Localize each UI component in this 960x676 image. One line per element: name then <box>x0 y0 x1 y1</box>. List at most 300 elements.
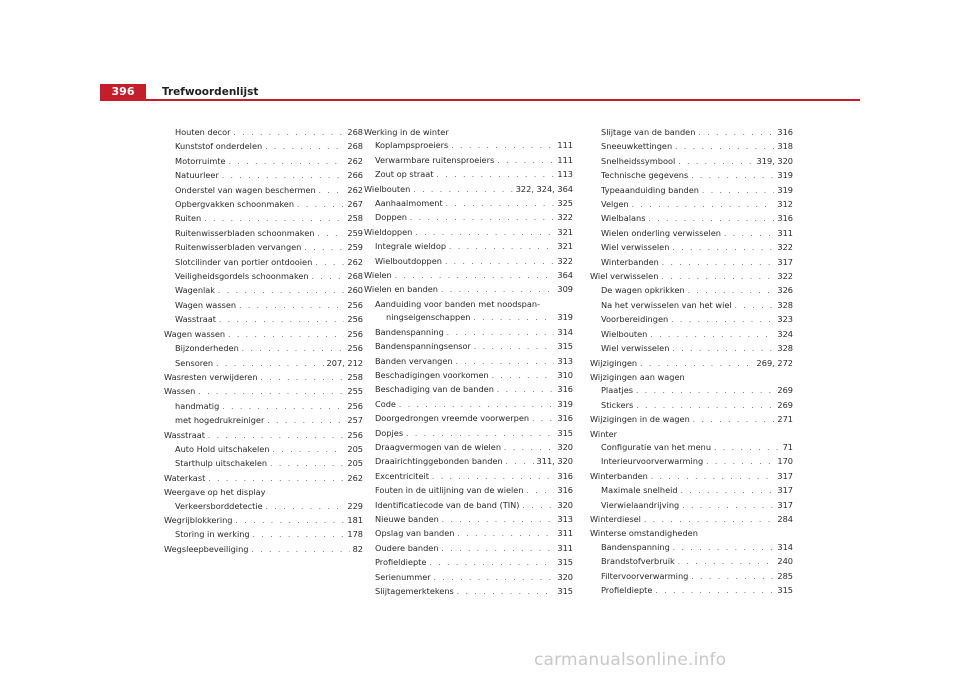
index-entry-page: 321 <box>557 226 573 237</box>
index-entry <box>590 371 793 384</box>
index-entry-page: 113 <box>557 169 573 180</box>
leader-dots <box>273 444 345 457</box>
index-entry-page: 256 <box>347 343 363 354</box>
index-entry <box>590 212 793 226</box>
leader-dots <box>406 428 554 441</box>
index-entry-label: Wagen wassen <box>164 328 226 339</box>
index-entry-label: Identificatiecode van de band (TIN) <box>375 499 520 510</box>
index-entry-label: Typeaanduiding banden <box>601 184 699 195</box>
leader-dots <box>208 430 344 443</box>
index-entry-page: 317 <box>777 470 793 481</box>
index-entry-label: Profieldiepte <box>375 557 427 568</box>
index-entry <box>590 284 793 298</box>
leader-dots <box>504 442 554 455</box>
index-entry <box>164 357 363 371</box>
index-entry <box>164 457 363 471</box>
index-entry <box>364 470 573 484</box>
leader-dots <box>219 314 344 327</box>
index-entry-page: 181 <box>347 514 363 525</box>
index-entry-label: Velgen <box>601 199 629 210</box>
index-entry-page: 324 <box>777 328 793 339</box>
index-entry <box>364 571 573 585</box>
index-entry-label: Starthulp uitschakelen <box>175 458 268 469</box>
index-entry-label: Stickers <box>601 399 634 410</box>
index-entry-label: Wassen <box>164 386 196 397</box>
index-entry-page: 256 <box>347 429 363 440</box>
index-entry-label: Wielbalans <box>601 213 646 224</box>
leader-dots <box>239 300 344 313</box>
index-entry-page: 262 <box>347 256 363 267</box>
leader-dots <box>698 127 774 140</box>
index-entry <box>590 441 793 455</box>
index-entry-page: 316 <box>777 127 793 137</box>
index-entry-page: 258 <box>347 371 363 382</box>
index-entry-page: 364 <box>557 270 573 281</box>
index-entry-page: 315 <box>557 427 573 438</box>
index-entry-page: 256 <box>347 299 363 310</box>
index-entry <box>364 311 573 325</box>
leader-dots <box>218 285 344 298</box>
index-entry <box>164 514 363 528</box>
index-entry-page: 256 <box>347 400 363 411</box>
index-entry-page: 314 <box>557 326 573 337</box>
leader-dots <box>317 228 344 241</box>
index-entry-label: Snelheidssymbool <box>601 155 676 166</box>
index-entry-label: Bandenspanning <box>375 326 444 337</box>
index-entry-label: Filtervoorverwarming <box>601 570 689 581</box>
leader-dots <box>442 514 555 527</box>
index-entry <box>164 342 363 356</box>
index-entry-label: Weergave op het display <box>164 487 266 498</box>
index-entry <box>164 256 363 270</box>
index-entry-label: Winter <box>590 428 617 439</box>
index-entry <box>364 513 573 527</box>
index-entry <box>364 269 573 283</box>
index-entry-page: 319 <box>557 398 573 409</box>
index-entry <box>590 126 793 140</box>
index-entry-page: 229 <box>347 500 363 511</box>
index-entry <box>364 556 573 570</box>
index-entry <box>164 126 363 140</box>
index-entry-label: Winterdiesel <box>590 513 641 524</box>
index-entry-label: Banden vervangen <box>375 355 453 366</box>
leader-dots <box>297 199 344 212</box>
index-entry-label: Wasstraat <box>164 429 205 440</box>
leader-dots <box>445 256 554 269</box>
index-entry <box>364 168 573 182</box>
index-entry <box>364 355 573 369</box>
index-entry-label: Profieldiepte <box>601 585 653 595</box>
leader-dots <box>523 500 555 513</box>
index-entry-page: 322 <box>777 242 793 253</box>
leader-dots <box>724 228 774 241</box>
leader-dots <box>270 458 344 471</box>
index-entry-page: 310 <box>557 369 573 380</box>
index-entry-page: 315 <box>557 557 573 568</box>
leader-dots <box>429 557 554 570</box>
leader-dots <box>432 471 554 484</box>
index-entry-page: 322 <box>557 255 573 266</box>
leader-dots <box>506 456 534 469</box>
leader-dots <box>451 140 554 153</box>
index-entry-page: 259 <box>347 242 363 253</box>
leader-dots <box>312 271 345 284</box>
index-entry <box>364 126 573 139</box>
index-entry <box>364 326 573 340</box>
index-entry-label: Motorruimte <box>175 155 226 166</box>
index-entry-label: Aanduiding voor banden met noodspan- <box>375 298 541 309</box>
index-entry-label: Opbergvakken schoonmaken <box>175 199 295 210</box>
index-entry-page: 316 <box>777 213 793 224</box>
index-entry-page: 269 <box>777 399 793 410</box>
leader-dots <box>655 585 774 598</box>
index-entry <box>590 541 793 555</box>
leader-dots <box>242 343 345 356</box>
index-entry-label: Auto Hold uitschakelen <box>175 443 270 454</box>
index-entry <box>364 226 573 240</box>
index-entry <box>590 313 793 327</box>
index-entry-label: Draairichtinggebonden banden <box>375 456 503 467</box>
index-entry <box>590 527 793 540</box>
leader-dots <box>447 327 555 340</box>
index-entry <box>364 383 573 397</box>
index-entry-page: 240 <box>777 556 793 567</box>
leader-dots <box>415 227 554 240</box>
index-entry-label: Bijzonderheden <box>175 343 239 354</box>
index-entry <box>164 500 363 514</box>
index-entry-page: 313 <box>557 355 573 366</box>
index-entry-label: Wijzigingen <box>590 357 638 368</box>
index-entry-label: Sneeuwkettingen <box>601 141 673 152</box>
leader-dots <box>222 401 344 414</box>
leader-dots <box>691 170 774 183</box>
index-entry <box>590 413 793 427</box>
index-entry <box>590 499 793 513</box>
index-entry-label: Wagen wassen <box>175 299 237 310</box>
index-entry-page: 269 <box>777 385 793 396</box>
index-entry <box>590 455 793 469</box>
index-entry-label: Fouten in de uitlijning van de wielen <box>375 485 524 496</box>
index-column-2 <box>364 126 573 599</box>
leader-dots <box>413 184 512 197</box>
index-entry-label: Sensoren <box>175 357 214 368</box>
index-entry-page: 319, 320 <box>756 155 793 166</box>
index-entry-label: Ruitenwisserbladen schoonmaken <box>175 227 315 238</box>
leader-dots <box>265 141 344 154</box>
leader-dots <box>446 198 555 211</box>
leader-dots <box>650 329 774 342</box>
index-entry <box>364 240 573 254</box>
index-entry <box>590 357 793 371</box>
index-entry <box>164 528 363 542</box>
index-entry-page: 311 <box>557 528 573 539</box>
index-entry-page: 321 <box>557 241 573 252</box>
page-title: Trefwoordenlijst <box>162 86 259 98</box>
index-entry-page: 325 <box>557 198 573 209</box>
index-entry <box>164 543 363 557</box>
index-entry-label: Onderstel van wagen beschermen <box>175 184 316 195</box>
index-entry-label: Nieuwe banden <box>375 513 439 524</box>
index-entry <box>364 183 573 197</box>
index-column-1 <box>164 126 363 557</box>
index-entry <box>164 184 363 198</box>
index-entry-page: 319 <box>777 184 793 195</box>
index-entry <box>364 455 573 469</box>
index-entry <box>364 585 573 599</box>
leader-dots <box>234 127 345 140</box>
leader-dots <box>456 356 555 369</box>
index-entry-page: 111 <box>557 140 573 151</box>
index-entry <box>590 513 793 527</box>
leader-dots <box>474 341 554 354</box>
index-entry-label: Houten decor <box>175 127 231 137</box>
index-entry-page: 268 <box>347 141 363 152</box>
index-entry-label: Beschadigingen voorkomen <box>375 369 489 380</box>
leader-dots <box>266 501 345 514</box>
index-entry <box>164 241 363 255</box>
leader-dots <box>702 185 774 198</box>
index-entry-label: Wielboutdoppen <box>375 255 442 266</box>
index-entry-page: 267 <box>347 199 363 210</box>
index-entry-label: Wieldoppen <box>364 226 413 237</box>
index-entry <box>164 313 363 327</box>
index-entry <box>364 340 573 354</box>
index-entry <box>364 154 573 168</box>
leader-dots <box>236 515 345 528</box>
index-entry <box>164 169 363 183</box>
index-entry-label: Bandenspanningsensor <box>375 341 471 352</box>
index-entry-label: Aanhaalmoment <box>375 198 443 209</box>
index-entry-page: 322, 324, 364 <box>515 183 573 194</box>
index-entry <box>590 256 793 270</box>
index-entry-label: Wegrijblokkering <box>164 514 233 525</box>
index-entry <box>590 241 793 255</box>
index-entry-label: Brandstofverbruik <box>601 556 675 567</box>
index-entry-page: 317 <box>777 256 793 267</box>
leader-dots <box>304 242 344 255</box>
index-entry-label: Werking in de winter <box>364 127 449 137</box>
leader-dots <box>672 343 774 356</box>
index-entry-label: Wijzigingen aan wagen <box>590 371 685 382</box>
leader-dots <box>442 543 555 556</box>
index-entry-label: Excentriciteit <box>375 470 429 481</box>
leader-dots <box>497 384 554 397</box>
index-entry <box>590 384 793 398</box>
index-entry-label: Storing in werking <box>175 529 250 540</box>
index-entry-page: 262 <box>347 184 363 195</box>
index-entry <box>590 155 793 169</box>
index-entry-label: Wegsleepbeveiliging <box>164 543 249 554</box>
leader-dots <box>395 270 555 283</box>
leader-dots <box>706 456 774 469</box>
index-entry-label: Waterkast <box>164 472 206 483</box>
leader-dots <box>640 358 753 371</box>
leader-dots <box>229 156 345 169</box>
index-entry-page: 311 <box>777 227 793 238</box>
leader-dots <box>497 155 554 168</box>
index-entry-label: Interieurvoorverwarming <box>601 456 704 467</box>
leader-dots <box>253 529 345 542</box>
leader-dots <box>457 528 554 541</box>
leader-dots <box>662 257 775 270</box>
index-entry-page: 316 <box>557 470 573 481</box>
index-entry-label: Wagenlak <box>175 285 216 296</box>
leader-dots <box>648 213 774 226</box>
index-entry-label: Wielen <box>364 270 392 281</box>
index-entry <box>364 527 573 541</box>
index-entry <box>590 584 793 598</box>
index-entry-page: 285 <box>777 570 793 581</box>
index-entry <box>164 429 363 443</box>
leader-dots <box>457 586 555 599</box>
index-entry-page: 205 <box>347 443 363 454</box>
index-entry-page: 313 <box>557 513 573 524</box>
index-entry-label: Code <box>375 398 396 409</box>
index-entry-label: Voorbereidingen <box>601 314 669 325</box>
index-entry-page: 328 <box>777 343 793 354</box>
index-entry <box>590 169 793 183</box>
index-entry <box>164 400 363 414</box>
index-entry-page: 207, 212 <box>326 357 363 368</box>
index-entry-label: Maximale snelheid <box>601 485 678 496</box>
index-entry <box>590 184 793 198</box>
index-entry-page: 266 <box>347 170 363 181</box>
index-entry <box>164 140 363 154</box>
index-entry <box>164 212 363 226</box>
index-entry-page: 311 <box>557 542 573 553</box>
index-entry-label: Wijzigingen in de wagen <box>590 414 690 425</box>
index-entry-page: 257 <box>347 415 363 426</box>
index-entry-page: 311, 320 <box>536 456 573 467</box>
index-entry <box>364 197 573 211</box>
index-entry <box>364 542 573 556</box>
index-entry <box>164 328 363 342</box>
index-entry-label: Doppen <box>375 212 407 223</box>
leader-dots <box>678 556 775 569</box>
index-entry-page: 309 <box>557 284 573 295</box>
index-entry-label: Oudere banden <box>375 542 439 553</box>
index-entry <box>590 570 793 584</box>
index-entry-label: Opslag van banden <box>375 528 455 539</box>
index-entry-page: 205 <box>347 458 363 469</box>
index-entry-label: Integrale wieldop <box>375 241 447 252</box>
index-entry <box>164 486 363 499</box>
index-entry-label: ningseigenschappen <box>386 312 471 323</box>
index-entry <box>590 328 793 342</box>
leader-dots <box>675 141 774 154</box>
index-entry-label: Zout op straat <box>375 169 434 180</box>
leader-dots <box>449 241 554 254</box>
leader-dots <box>198 386 344 399</box>
index-entry <box>364 369 573 383</box>
index-entry <box>364 211 573 225</box>
leader-dots <box>671 314 774 327</box>
leader-dots <box>410 212 554 225</box>
leader-dots <box>532 413 554 426</box>
index-column-3 <box>590 126 793 598</box>
leader-dots <box>527 485 555 498</box>
index-entry-label: met hogedrukreiniger <box>175 415 265 426</box>
index-entry-page: 318 <box>777 141 793 152</box>
index-entry <box>164 155 363 169</box>
index-entry-page: 258 <box>347 213 363 224</box>
index-entry-label: Wasresten verwijderen <box>164 371 258 382</box>
index-entry-label: Dopjes <box>375 427 404 438</box>
index-entry-label: Ruiten <box>175 213 202 224</box>
index-entry-page: 178 <box>347 529 363 540</box>
leader-dots <box>492 370 555 383</box>
index-entry <box>590 227 793 241</box>
index-entry-page: 268 <box>347 271 363 282</box>
index-entry-label: Veiligheidsgordels schoonmaken <box>175 271 309 282</box>
leader-dots <box>636 400 774 413</box>
leader-dots <box>691 571 774 584</box>
index-entry-label: Wielen onderling verwisselen <box>601 227 721 238</box>
index-entry-page: 316 <box>557 384 573 395</box>
index-entry-page: 255 <box>347 386 363 397</box>
index-entry <box>590 555 793 569</box>
leader-dots <box>434 572 555 585</box>
index-entry-label: Wielbouten <box>601 328 648 339</box>
leader-dots <box>693 414 775 427</box>
index-entry-label: Natuurleer <box>175 170 219 181</box>
index-entry-label: Ruitenwisserbladen vervangen <box>175 242 302 253</box>
leader-dots <box>735 300 775 313</box>
index-entry <box>364 412 573 426</box>
index-entry <box>590 270 793 284</box>
index-entry <box>590 140 793 154</box>
index-entry-label: Winterbanden <box>590 470 648 481</box>
leader-dots <box>319 185 345 198</box>
leader-dots <box>267 415 344 428</box>
index-entry-page: 256 <box>347 328 363 339</box>
leader-dots <box>678 156 753 169</box>
leader-dots <box>661 271 774 284</box>
index-entry-label: Plaatjes <box>601 385 634 396</box>
leader-dots <box>672 242 774 255</box>
index-entry-page: 326 <box>777 285 793 296</box>
index-entry-page: 322 <box>557 212 573 223</box>
index-entry <box>590 299 793 313</box>
leader-dots <box>688 285 775 298</box>
index-entry <box>164 284 363 298</box>
index-entry-label: Kunststof onderdelen <box>175 141 263 152</box>
index-entry-page: 315 <box>777 585 793 595</box>
index-entry-page: 111 <box>557 154 573 165</box>
index-entry <box>164 299 363 313</box>
index-entry-page: 320 <box>557 499 573 510</box>
index-entry-page: 320 <box>557 441 573 452</box>
index-entry <box>364 441 573 455</box>
index-entry-label: Wiel verwisselen <box>601 343 670 354</box>
leader-dots <box>216 358 323 371</box>
index-entry-label: handmatig <box>175 400 220 411</box>
index-entry-label: Verwarmbare ruitensproeiers <box>375 154 495 165</box>
index-entry <box>164 443 363 457</box>
leader-dots <box>673 542 775 555</box>
index-entry-page: 82 <box>352 543 363 554</box>
leader-dots <box>399 399 554 412</box>
index-entry-page: 323 <box>777 314 793 325</box>
index-entry-label: De wagen opkrikken <box>601 285 685 296</box>
index-entry-label: Koplampsproeiers <box>375 140 449 151</box>
index-entry-page: 315 <box>557 341 573 352</box>
index-entry-label: Serienummer <box>375 571 431 582</box>
index-entry <box>364 139 573 153</box>
index-entry <box>590 428 793 441</box>
leader-dots <box>251 544 349 557</box>
index-entry <box>364 283 573 297</box>
